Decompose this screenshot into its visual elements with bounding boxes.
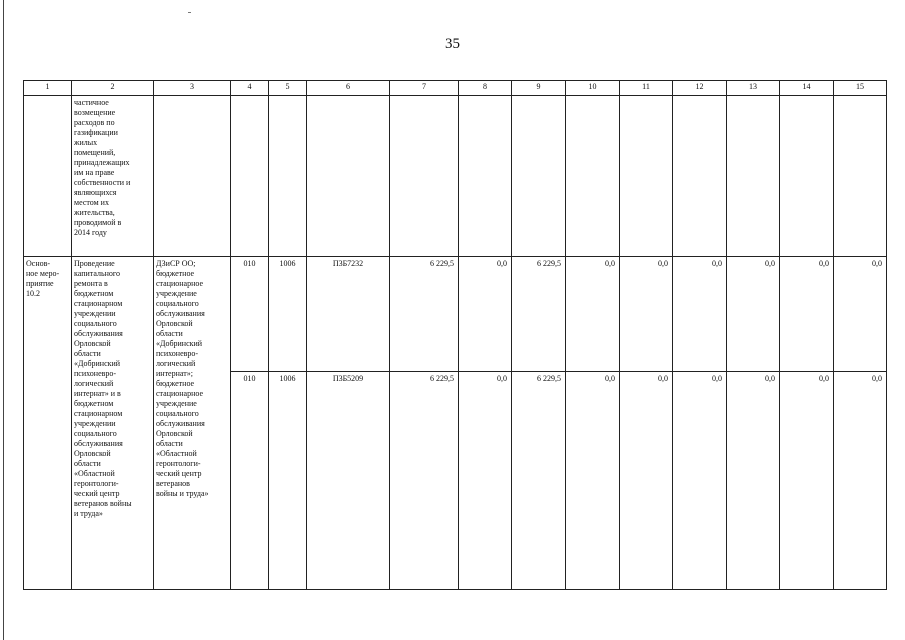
table-cell: 6 229,5 bbox=[390, 372, 459, 590]
table-cell bbox=[24, 96, 72, 256]
header-cell: 4 bbox=[231, 81, 269, 96]
table-cell: 1006 bbox=[269, 372, 307, 590]
header-cell: 7 bbox=[390, 81, 459, 96]
table-cell: 0,0 bbox=[780, 256, 834, 371]
table-cell: П3Б5209 bbox=[307, 372, 390, 590]
table-cell bbox=[780, 96, 834, 256]
header-cell: 5 bbox=[269, 81, 307, 96]
table-cell: 010 bbox=[231, 372, 269, 590]
executors-cell: ДЗиСР ОО; бюджетное стационарное учреждение социального обслуживания Орловской области «Добринский психоневро- логический интернат»; бюджетное стационарное учреждение социального обслуживания Орловской области «Областной геронтологи- ческий центр ветеранов войны и труда» bbox=[154, 256, 231, 589]
table-cell: 0,0 bbox=[673, 256, 727, 371]
header-cell: 11 bbox=[620, 81, 673, 96]
table-cell: 0,0 bbox=[673, 372, 727, 590]
table-cell: 0,0 bbox=[459, 256, 512, 371]
table-cell: 0,0 bbox=[459, 372, 512, 590]
page-number: 35 bbox=[445, 36, 460, 52]
continued-description-cell: частичное возмещение расходов по газификации жилых помещений, принадлежащих им на праве собственности и являющихся местом их жительства, проводимой в 2014 году bbox=[72, 96, 154, 256]
table-cell bbox=[727, 96, 780, 256]
header-cell: 2 bbox=[72, 81, 154, 96]
table-cell bbox=[566, 96, 620, 256]
table-cell: 0,0 bbox=[620, 256, 673, 371]
table-cell: 6 229,5 bbox=[390, 256, 459, 371]
header-cell: 14 bbox=[780, 81, 834, 96]
table-cell bbox=[307, 96, 390, 256]
table-cell: 0,0 bbox=[620, 372, 673, 590]
table-cell: 0,0 bbox=[566, 372, 620, 590]
table-cell: 0,0 bbox=[566, 256, 620, 371]
header-cell: 8 bbox=[459, 81, 512, 96]
table-cell: 0,0 bbox=[834, 256, 887, 371]
header-cell: 1 bbox=[24, 81, 72, 96]
table-cell bbox=[673, 96, 727, 256]
page-edge-line bbox=[3, 0, 4, 640]
table-cell: П3Б7232 bbox=[307, 256, 390, 371]
header-cell: 9 bbox=[512, 81, 566, 96]
header-cell: 6 bbox=[307, 81, 390, 96]
table-cell bbox=[390, 96, 459, 256]
header-cell: 13 bbox=[727, 81, 780, 96]
table-cell bbox=[269, 96, 307, 256]
measure-description-cell: Проведение капитального ремонта в бюджетном стационарном учреждении социального обслуживания Орловской области «Добринский психоневро- логический интернат» и в бюджетном стационарном учреждении социального обслуживания Орловской области «Областной геронтологи- ческий центр ветеранов войны и труда» bbox=[72, 256, 154, 589]
table-cell: 0,0 bbox=[834, 372, 887, 590]
table-cell: 010 bbox=[231, 256, 269, 371]
table-row-continuation bbox=[24, 96, 887, 256]
table-row bbox=[24, 256, 887, 371]
measure-number-cell: Основ- ное меро- приятие 10.2 bbox=[24, 256, 72, 589]
table-cell: 0,0 bbox=[727, 372, 780, 590]
table-cell bbox=[231, 96, 269, 256]
table-cell bbox=[620, 96, 673, 256]
header-cell: 10 bbox=[566, 81, 620, 96]
table-cell: 1006 bbox=[269, 256, 307, 371]
table-cell bbox=[459, 96, 512, 256]
header-row bbox=[24, 81, 887, 96]
table-cell bbox=[834, 96, 887, 256]
table-cell: 0,0 bbox=[727, 256, 780, 371]
table-cell bbox=[154, 96, 231, 256]
program-table bbox=[23, 80, 887, 590]
header-cell: 12 bbox=[673, 81, 727, 96]
header-cell: 3 bbox=[154, 81, 231, 96]
table-cell: 0,0 bbox=[780, 372, 834, 590]
table-cell bbox=[512, 96, 566, 256]
table-cell: 6 229,5 bbox=[512, 256, 566, 371]
table-cell: 6 229,5 bbox=[512, 372, 566, 590]
scan-speck bbox=[188, 12, 191, 13]
header-cell: 15 bbox=[834, 81, 887, 96]
